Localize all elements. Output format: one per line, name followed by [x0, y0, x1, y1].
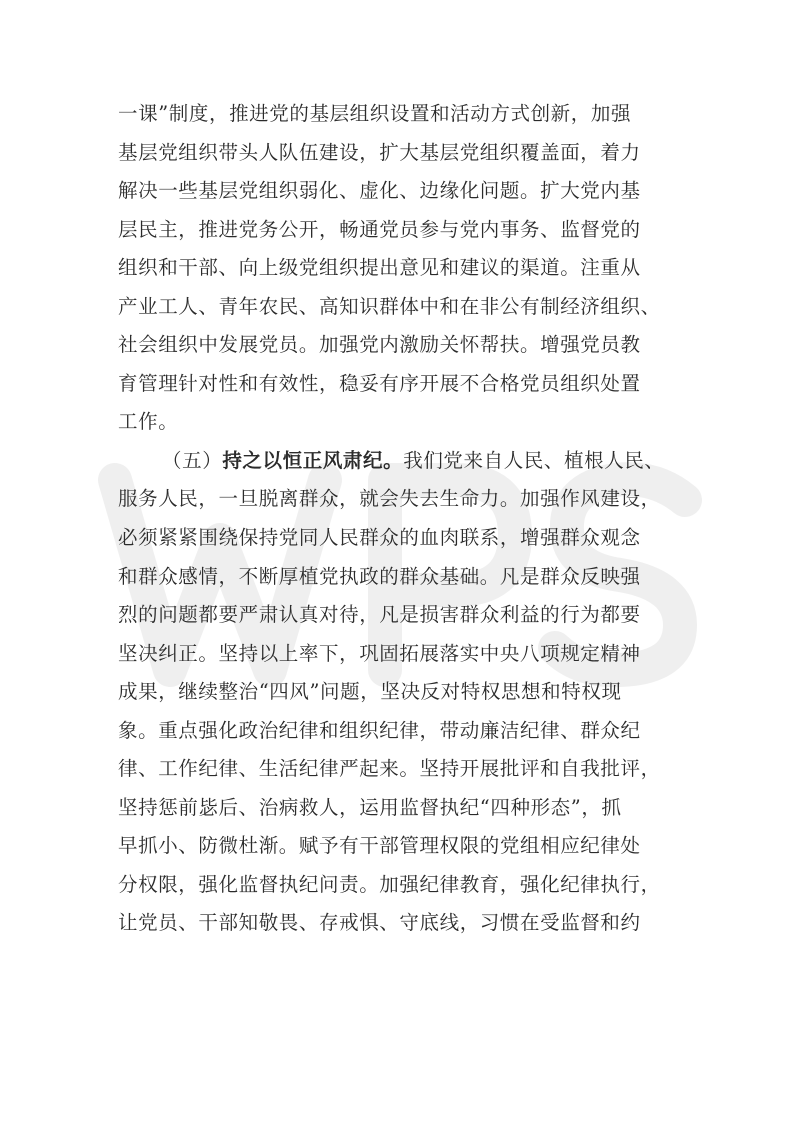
paragraph-line: 坚决纠正。坚持以上率下，巩固拓展落实中央八项规定精神 [118, 641, 641, 665]
paragraph-line: 工作。 [118, 410, 179, 434]
paragraph-line: 基层党组织带头人队伍建设，扩大基层党组织覆盖面，着力 [118, 140, 641, 164]
paragraph-line: 解决一些基层党组织弱化、虚化、边缘化问题。扩大党内基 [118, 179, 641, 203]
section-heading-line [118, 442, 678, 481]
paragraph-line: 象。重点强化政治纪律和组织纪律，带动廉洁纪律、群众纪 [118, 718, 641, 742]
body-text [118, 95, 678, 943]
paragraph-line: 层民主，推进党务公开，畅通党员参与党内事务、监督党的 [118, 217, 641, 241]
section-title: 持之以恒正风肃纪。 [222, 448, 404, 472]
paragraph-line: 社会组织中发展党员。加强党内激励关怀帮扶。增强党员教 [118, 333, 641, 357]
paragraph-line: 和群众感情，不断厚植党执政的群众基础。凡是群众反映强 [118, 564, 641, 588]
paragraph-line: 早抓小、防微杜渐。赋予有干部管理权限的党组相应纪律处 [118, 834, 641, 858]
paragraph-line: 分权限，强化监督执纪问责。加强纪律教育，强化纪律执行， [118, 872, 661, 896]
section-number: （五） [162, 448, 223, 472]
paragraph-line: 坚持惩前毖后、治病救人，运用监督执纪“四种形态”，抓 [118, 795, 622, 819]
paragraph-line: 必须紧紧围绕保持党同人民群众的血肉联系，增强群众观念 [118, 526, 641, 550]
paragraph-line: 育管理针对性和有效性，稳妥有序开展不合格党员组织处置 [118, 371, 641, 395]
paragraph-line: 让党员、干部知敬畏、存戒惧、守底线，习惯在受监督和约 [118, 911, 641, 935]
paragraph-line: 烈的问题都要严肃认真对待，凡是损害群众利益的行为都要 [118, 603, 641, 627]
paragraph-line: 成果，继续整治“四风”问题，坚决反对特权思想和特权现 [118, 680, 622, 704]
paragraph-line: 服务人民，一旦脱离群众，就会失去生命力。加强作风建设， [118, 487, 661, 511]
paragraph-line: 产业工人、青年农民、高知识群体中和在非公有制经济组织、 [118, 294, 661, 318]
paragraph-line: 组织和干部、向上级党组织提出意见和建议的渠道。注重从 [118, 256, 641, 280]
paragraph-line: 一课”制度，推进党的基层组织设置和活动方式创新，加强 [118, 102, 632, 125]
paragraph-line: 律、工作纪律、生活纪律严起来。坚持开展批评和自我批评， [118, 757, 661, 781]
section-heading-rest: 我们党来自人民、植根人民、 [403, 448, 665, 472]
